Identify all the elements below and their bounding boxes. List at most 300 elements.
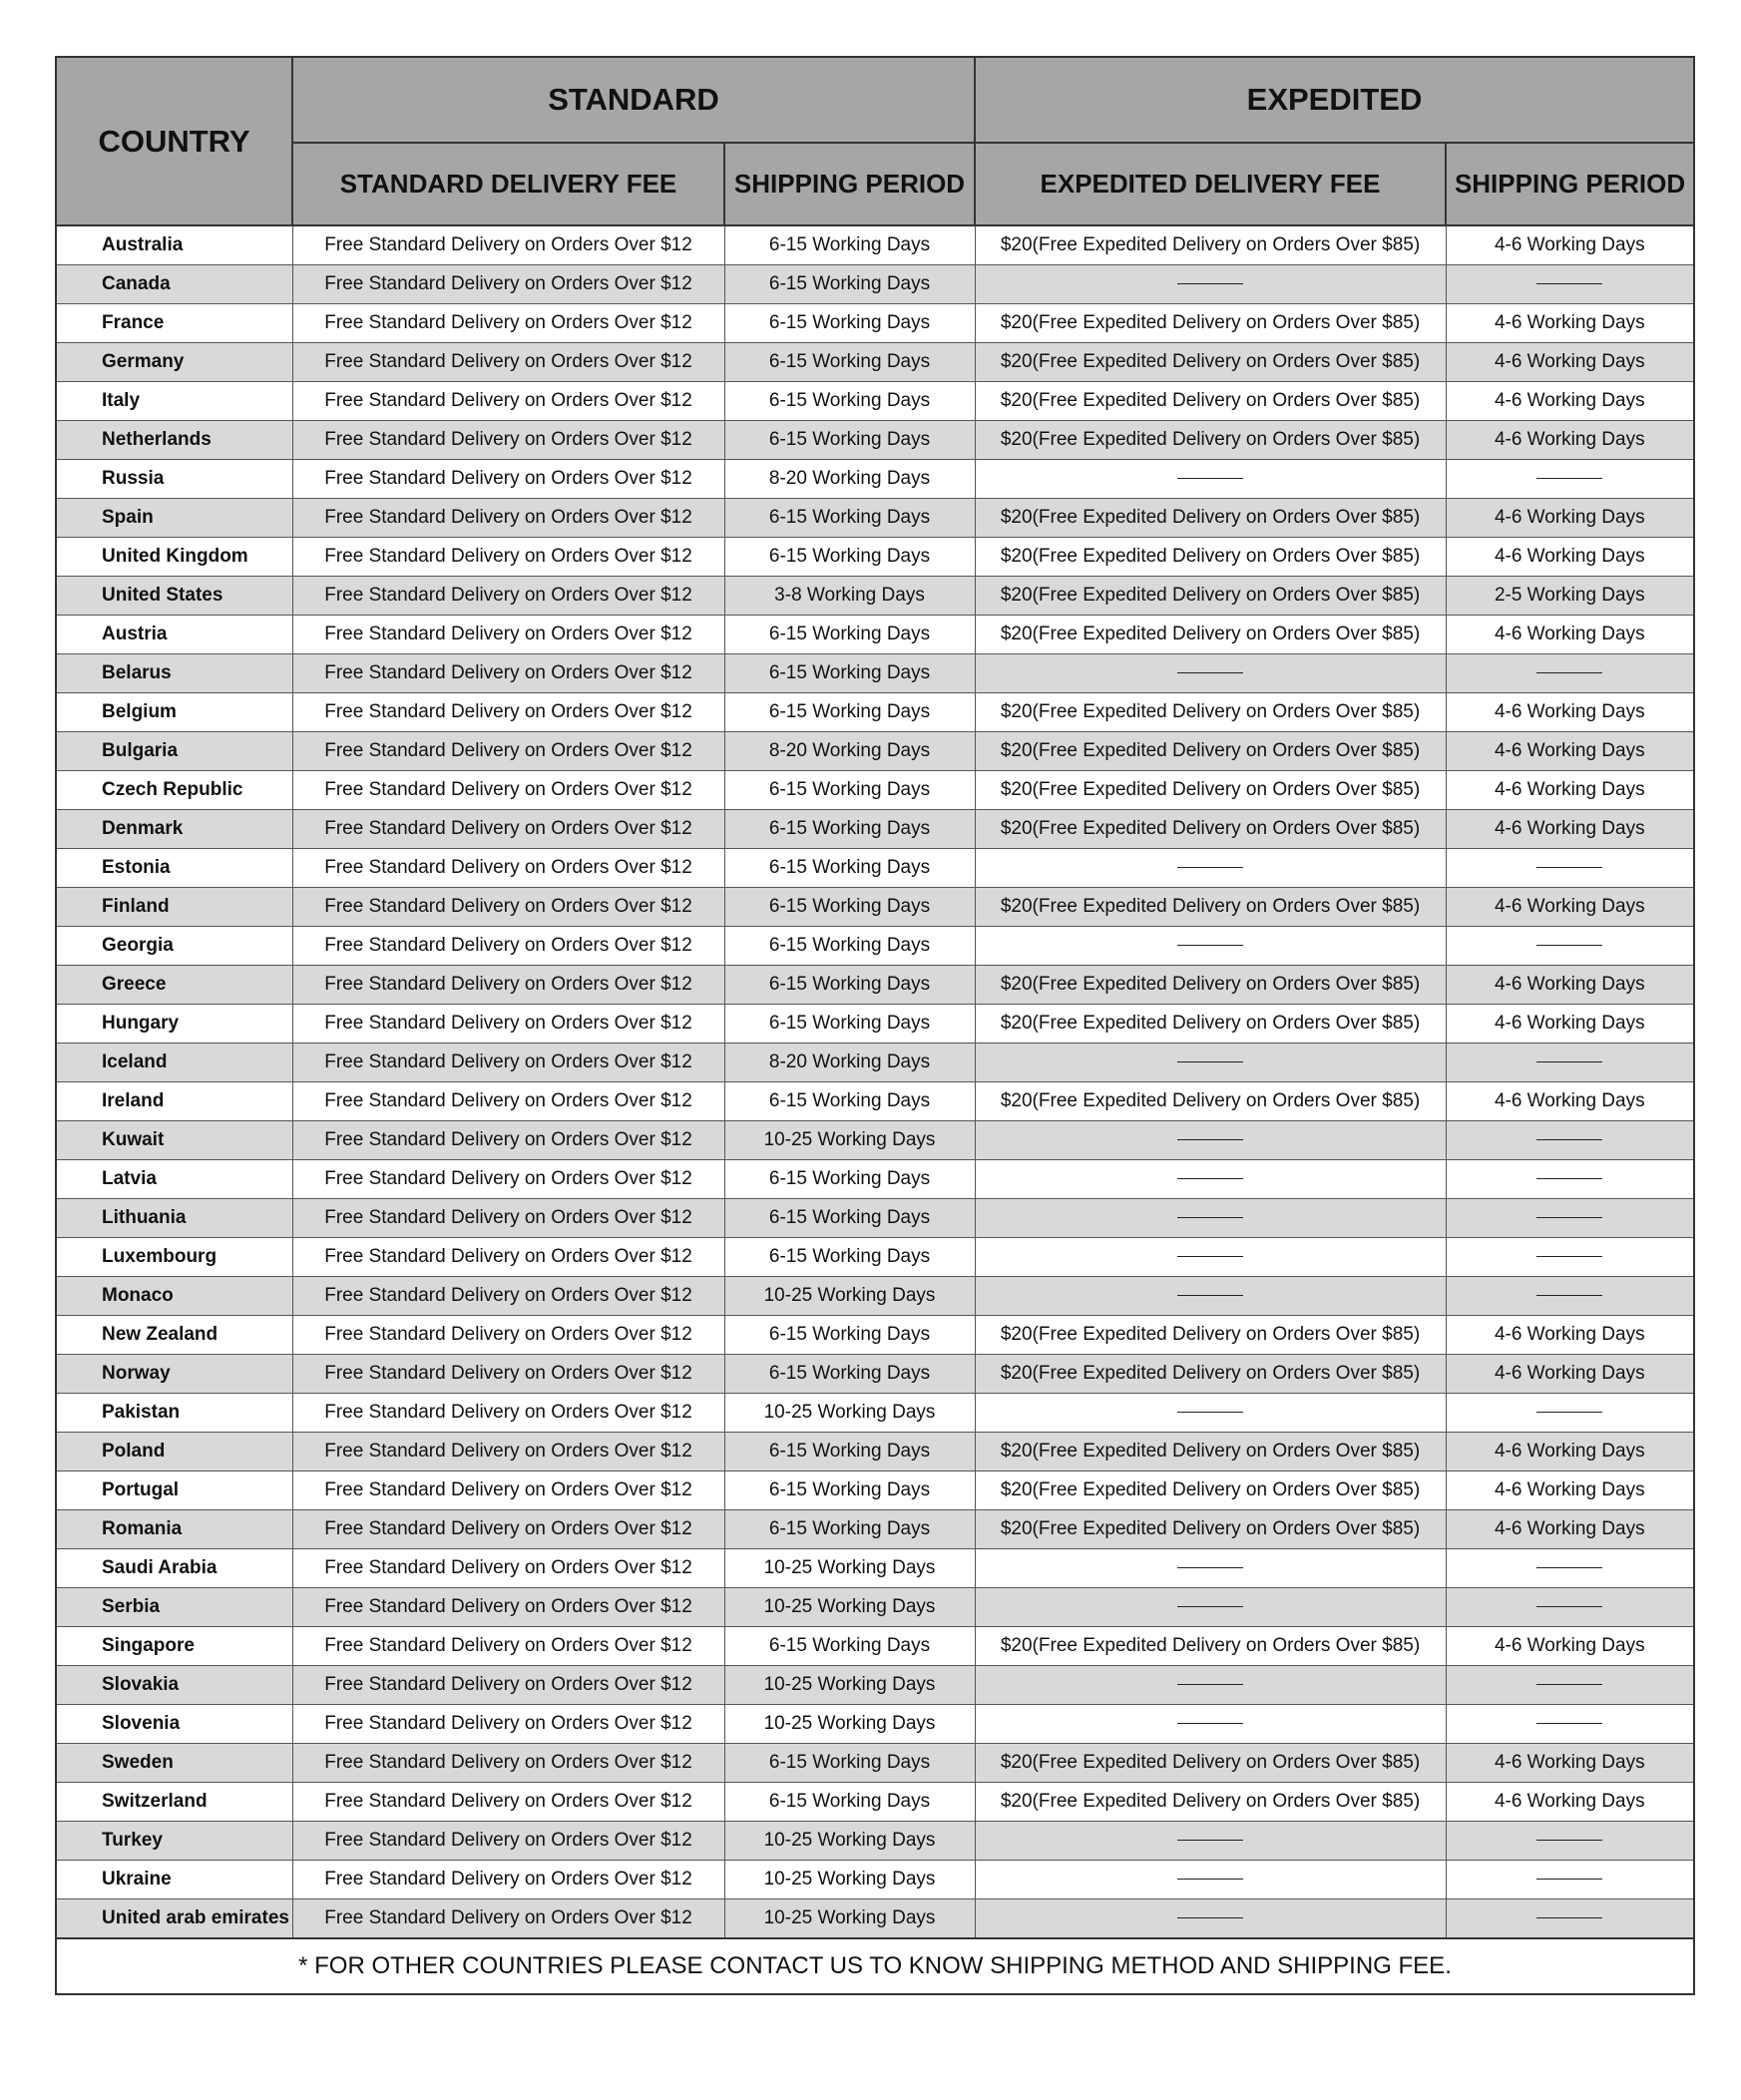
shipping-rates-table bbox=[55, 56, 1695, 1995]
standard-fee-cell: Free Standard Delivery on Orders Over $12 bbox=[292, 1355, 724, 1394]
table-row bbox=[56, 1394, 1694, 1433]
not-available-dash bbox=[1536, 1684, 1602, 1685]
expedited-period-cell: 4-6 Working Days bbox=[1446, 499, 1694, 538]
expedited-period-cell bbox=[1446, 1549, 1694, 1588]
expedited-fee-cell bbox=[975, 927, 1446, 966]
not-available-dash bbox=[1177, 1567, 1243, 1568]
not-available-dash bbox=[1536, 1412, 1602, 1413]
table-row bbox=[56, 1549, 1694, 1588]
standard-fee-cell: Free Standard Delivery on Orders Over $12 bbox=[292, 849, 724, 888]
standard-period-cell: 8-20 Working Days bbox=[724, 460, 975, 499]
expedited-period-cell bbox=[1446, 1121, 1694, 1160]
standard-period-cell: 6-15 Working Days bbox=[724, 693, 975, 732]
not-available-dash bbox=[1536, 1061, 1602, 1062]
expedited-period-cell: 4-6 Working Days bbox=[1446, 1082, 1694, 1121]
country-cell: Canada bbox=[56, 265, 292, 304]
standard-fee-cell: Free Standard Delivery on Orders Over $12 bbox=[292, 616, 724, 654]
table-row bbox=[56, 1355, 1694, 1394]
standard-period-cell: 6-15 Working Days bbox=[724, 1005, 975, 1044]
country-cell: United States bbox=[56, 577, 292, 616]
table-row bbox=[56, 966, 1694, 1005]
standard-fee-cell: Free Standard Delivery on Orders Over $12 bbox=[292, 499, 724, 538]
not-available-dash bbox=[1177, 1139, 1243, 1140]
standard-fee-cell: Free Standard Delivery on Orders Over $12 bbox=[292, 927, 724, 966]
standard-period-cell: 6-15 Working Days bbox=[724, 1471, 975, 1510]
standard-fee-cell: Free Standard Delivery on Orders Over $12 bbox=[292, 1783, 724, 1822]
not-available-dash bbox=[1177, 945, 1243, 946]
expedited-period-cell: 4-6 Working Days bbox=[1446, 966, 1694, 1005]
expedited-fee-cell bbox=[975, 1899, 1446, 1939]
table-row bbox=[56, 1471, 1694, 1510]
standard-fee-cell: Free Standard Delivery on Orders Over $12 bbox=[292, 1588, 724, 1627]
country-cell: Norway bbox=[56, 1355, 292, 1394]
not-available-dash bbox=[1177, 1061, 1243, 1062]
expedited-fee-cell: $20(Free Expedited Delivery on Orders Over $85) bbox=[975, 1005, 1446, 1044]
standard-fee-cell: Free Standard Delivery on Orders Over $12 bbox=[292, 225, 724, 265]
country-cell: Luxembourg bbox=[56, 1238, 292, 1277]
country-cell: Pakistan bbox=[56, 1394, 292, 1433]
standard-fee-cell: Free Standard Delivery on Orders Over $12 bbox=[292, 966, 724, 1005]
not-available-dash bbox=[1536, 1840, 1602, 1841]
country-cell: Turkey bbox=[56, 1822, 292, 1861]
country-cell: Czech Republic bbox=[56, 771, 292, 810]
table-row bbox=[56, 654, 1694, 693]
standard-period-cell: 6-15 Working Days bbox=[724, 499, 975, 538]
not-available-dash bbox=[1536, 1917, 1602, 1918]
not-available-dash bbox=[1536, 1606, 1602, 1607]
table-row bbox=[56, 1005, 1694, 1044]
expedited-fee-cell: $20(Free Expedited Delivery on Orders Over $85) bbox=[975, 810, 1446, 849]
not-available-dash bbox=[1177, 1178, 1243, 1179]
table-row bbox=[56, 1510, 1694, 1549]
not-available-dash bbox=[1177, 1840, 1243, 1841]
standard-period-cell: 6-15 Working Days bbox=[724, 421, 975, 460]
standard-fee-cell: Free Standard Delivery on Orders Over $12 bbox=[292, 1082, 724, 1121]
expedited-fee-cell bbox=[975, 1277, 1446, 1316]
expedited-period-cell bbox=[1446, 1705, 1694, 1744]
not-available-dash bbox=[1177, 1256, 1243, 1257]
table-row bbox=[56, 421, 1694, 460]
standard-fee-cell: Free Standard Delivery on Orders Over $12 bbox=[292, 577, 724, 616]
standard-fee-cell: Free Standard Delivery on Orders Over $12 bbox=[292, 1822, 724, 1861]
table-row bbox=[56, 499, 1694, 538]
table-row bbox=[56, 810, 1694, 849]
standard-period-column-header: SHIPPING PERIOD bbox=[724, 143, 975, 225]
expedited-fee-cell: $20(Free Expedited Delivery on Orders Over $85) bbox=[975, 1355, 1446, 1394]
standard-period-cell: 10-25 Working Days bbox=[724, 1394, 975, 1433]
expedited-fee-cell: $20(Free Expedited Delivery on Orders Over $85) bbox=[975, 382, 1446, 421]
standard-period-cell: 6-15 Working Days bbox=[724, 810, 975, 849]
table-row bbox=[56, 616, 1694, 654]
table-row bbox=[56, 1744, 1694, 1783]
expedited-period-cell bbox=[1446, 1044, 1694, 1082]
expedited-period-cell: 4-6 Working Days bbox=[1446, 343, 1694, 382]
shipping-table-container bbox=[55, 56, 1693, 1995]
country-cell: Romania bbox=[56, 1510, 292, 1549]
table-row bbox=[56, 1082, 1694, 1121]
not-available-dash bbox=[1536, 1879, 1602, 1880]
expedited-period-cell: 4-6 Working Days bbox=[1446, 1005, 1694, 1044]
standard-period-cell: 6-15 Working Days bbox=[724, 888, 975, 927]
country-cell: France bbox=[56, 304, 292, 343]
expedited-period-cell: 4-6 Working Days bbox=[1446, 382, 1694, 421]
standard-period-cell: 10-25 Working Days bbox=[724, 1861, 975, 1899]
country-cell: Ireland bbox=[56, 1082, 292, 1121]
country-cell: Poland bbox=[56, 1433, 292, 1471]
table-row bbox=[56, 1199, 1694, 1238]
expedited-fee-cell: $20(Free Expedited Delivery on Orders Over $85) bbox=[975, 732, 1446, 771]
footer-note: * FOR OTHER COUNTRIES PLEASE CONTACT US TO KNOW SHIPPING METHOD AND SHIPPING FEE. bbox=[56, 1938, 1694, 1994]
standard-period-cell: 6-15 Working Days bbox=[724, 771, 975, 810]
not-available-dash bbox=[1536, 1217, 1602, 1218]
expedited-fee-cell bbox=[975, 1199, 1446, 1238]
standard-period-cell: 6-15 Working Days bbox=[724, 1433, 975, 1471]
country-cell: Singapore bbox=[56, 1627, 292, 1666]
country-cell: Switzerland bbox=[56, 1783, 292, 1822]
expedited-period-cell: 4-6 Working Days bbox=[1446, 810, 1694, 849]
country-cell: Iceland bbox=[56, 1044, 292, 1082]
expedited-fee-cell: $20(Free Expedited Delivery on Orders Over $85) bbox=[975, 421, 1446, 460]
expedited-fee-cell bbox=[975, 1588, 1446, 1627]
table-row bbox=[56, 849, 1694, 888]
expedited-fee-cell bbox=[975, 1121, 1446, 1160]
standard-period-cell: 8-20 Working Days bbox=[724, 732, 975, 771]
not-available-dash bbox=[1177, 867, 1243, 868]
expedited-fee-cell: $20(Free Expedited Delivery on Orders Over $85) bbox=[975, 538, 1446, 577]
not-available-dash bbox=[1536, 478, 1602, 479]
standard-fee-column-header: STANDARD DELIVERY FEE bbox=[292, 143, 724, 225]
table-row bbox=[56, 888, 1694, 927]
expedited-period-cell bbox=[1446, 1822, 1694, 1861]
country-cell: Monaco bbox=[56, 1277, 292, 1316]
country-cell: Germany bbox=[56, 343, 292, 382]
not-available-dash bbox=[1536, 1256, 1602, 1257]
table-row bbox=[56, 1433, 1694, 1471]
not-available-dash bbox=[1177, 1917, 1243, 1918]
country-column-header: COUNTRY bbox=[56, 57, 292, 225]
standard-fee-cell: Free Standard Delivery on Orders Over $12 bbox=[292, 1627, 724, 1666]
country-cell: Georgia bbox=[56, 927, 292, 966]
expedited-period-cell bbox=[1446, 1277, 1694, 1316]
expedited-period-cell: 4-6 Working Days bbox=[1446, 888, 1694, 927]
standard-period-cell: 6-15 Working Days bbox=[724, 1199, 975, 1238]
expedited-period-cell: 4-6 Working Days bbox=[1446, 616, 1694, 654]
standard-fee-cell: Free Standard Delivery on Orders Over $12 bbox=[292, 1705, 724, 1744]
standard-fee-cell: Free Standard Delivery on Orders Over $12 bbox=[292, 1277, 724, 1316]
not-available-dash bbox=[1177, 1723, 1243, 1724]
standard-period-cell: 6-15 Working Days bbox=[724, 1783, 975, 1822]
standard-period-cell: 6-15 Working Days bbox=[724, 1355, 975, 1394]
standard-fee-cell: Free Standard Delivery on Orders Over $12 bbox=[292, 382, 724, 421]
country-cell: Slovakia bbox=[56, 1666, 292, 1705]
not-available-dash bbox=[1177, 478, 1243, 479]
expedited-period-cell: 4-6 Working Days bbox=[1446, 732, 1694, 771]
country-cell: Slovenia bbox=[56, 1705, 292, 1744]
standard-fee-cell: Free Standard Delivery on Orders Over $12 bbox=[292, 1316, 724, 1355]
country-cell: Serbia bbox=[56, 1588, 292, 1627]
expedited-period-cell bbox=[1446, 1238, 1694, 1277]
country-cell: Lithuania bbox=[56, 1199, 292, 1238]
expedited-period-cell bbox=[1446, 1394, 1694, 1433]
standard-period-cell: 10-25 Working Days bbox=[724, 1666, 975, 1705]
not-available-dash bbox=[1536, 1567, 1602, 1568]
standard-fee-cell: Free Standard Delivery on Orders Over $12 bbox=[292, 265, 724, 304]
not-available-dash bbox=[1536, 1139, 1602, 1140]
standard-fee-cell: Free Standard Delivery on Orders Over $12 bbox=[292, 1899, 724, 1939]
table-row bbox=[56, 460, 1694, 499]
standard-period-cell: 10-25 Working Days bbox=[724, 1705, 975, 1744]
expedited-fee-cell: $20(Free Expedited Delivery on Orders Over $85) bbox=[975, 225, 1446, 265]
table-row bbox=[56, 1705, 1694, 1744]
country-cell: Ukraine bbox=[56, 1861, 292, 1899]
expedited-period-cell: 4-6 Working Days bbox=[1446, 1744, 1694, 1783]
table-row bbox=[56, 771, 1694, 810]
table-row bbox=[56, 382, 1694, 421]
expedited-period-cell bbox=[1446, 1160, 1694, 1199]
not-available-dash bbox=[1177, 1295, 1243, 1296]
standard-period-cell: 6-15 Working Days bbox=[724, 1238, 975, 1277]
standard-fee-cell: Free Standard Delivery on Orders Over $12 bbox=[292, 1471, 724, 1510]
table-row bbox=[56, 304, 1694, 343]
standard-period-cell: 6-15 Working Days bbox=[724, 1316, 975, 1355]
table-row bbox=[56, 343, 1694, 382]
not-available-dash bbox=[1536, 1723, 1602, 1724]
expedited-fee-cell: $20(Free Expedited Delivery on Orders Over $85) bbox=[975, 499, 1446, 538]
country-cell: United Kingdom bbox=[56, 538, 292, 577]
table-row bbox=[56, 1277, 1694, 1316]
expedited-fee-cell: $20(Free Expedited Delivery on Orders Over $85) bbox=[975, 577, 1446, 616]
standard-fee-cell: Free Standard Delivery on Orders Over $12 bbox=[292, 1160, 724, 1199]
expedited-period-cell bbox=[1446, 654, 1694, 693]
expedited-fee-cell bbox=[975, 654, 1446, 693]
standard-fee-cell: Free Standard Delivery on Orders Over $12 bbox=[292, 1394, 724, 1433]
not-available-dash bbox=[1177, 1606, 1243, 1607]
country-cell: New Zealand bbox=[56, 1316, 292, 1355]
expedited-period-cell: 4-6 Working Days bbox=[1446, 1627, 1694, 1666]
expedited-fee-cell: $20(Free Expedited Delivery on Orders Over $85) bbox=[975, 771, 1446, 810]
standard-period-cell: 6-15 Working Days bbox=[724, 225, 975, 265]
standard-fee-cell: Free Standard Delivery on Orders Over $12 bbox=[292, 343, 724, 382]
expedited-period-cell bbox=[1446, 927, 1694, 966]
not-available-dash bbox=[1536, 1178, 1602, 1179]
expedited-fee-cell: $20(Free Expedited Delivery on Orders Over $85) bbox=[975, 1510, 1446, 1549]
expedited-period-cell bbox=[1446, 1666, 1694, 1705]
standard-fee-cell: Free Standard Delivery on Orders Over $12 bbox=[292, 1121, 724, 1160]
expedited-fee-cell: $20(Free Expedited Delivery on Orders Over $85) bbox=[975, 1744, 1446, 1783]
country-cell: Sweden bbox=[56, 1744, 292, 1783]
standard-period-cell: 6-15 Working Days bbox=[724, 966, 975, 1005]
standard-fee-cell: Free Standard Delivery on Orders Over $12 bbox=[292, 654, 724, 693]
not-available-dash bbox=[1177, 672, 1243, 673]
country-cell: Russia bbox=[56, 460, 292, 499]
standard-period-cell: 6-15 Working Days bbox=[724, 927, 975, 966]
standard-period-cell: 6-15 Working Days bbox=[724, 304, 975, 343]
table-row bbox=[56, 732, 1694, 771]
expedited-fee-column-header: EXPEDITED DELIVERY FEE bbox=[975, 143, 1446, 225]
country-cell: Hungary bbox=[56, 1005, 292, 1044]
expedited-fee-cell: $20(Free Expedited Delivery on Orders Over $85) bbox=[975, 693, 1446, 732]
country-cell: Portugal bbox=[56, 1471, 292, 1510]
standard-period-cell: 6-15 Working Days bbox=[724, 382, 975, 421]
standard-fee-cell: Free Standard Delivery on Orders Over $12 bbox=[292, 1238, 724, 1277]
standard-fee-cell: Free Standard Delivery on Orders Over $12 bbox=[292, 304, 724, 343]
expedited-period-cell: 4-6 Working Days bbox=[1446, 225, 1694, 265]
table-row bbox=[56, 1822, 1694, 1861]
country-cell: Italy bbox=[56, 382, 292, 421]
not-available-dash bbox=[1177, 1879, 1243, 1880]
expedited-period-cell bbox=[1446, 1861, 1694, 1899]
standard-period-cell: 10-25 Working Days bbox=[724, 1121, 975, 1160]
expedited-fee-cell bbox=[975, 1861, 1446, 1899]
expedited-period-cell bbox=[1446, 460, 1694, 499]
expedited-period-cell: 4-6 Working Days bbox=[1446, 1471, 1694, 1510]
standard-fee-cell: Free Standard Delivery on Orders Over $12 bbox=[292, 693, 724, 732]
standard-fee-cell: Free Standard Delivery on Orders Over $12 bbox=[292, 1044, 724, 1082]
not-available-dash bbox=[1177, 1412, 1243, 1413]
expedited-fee-cell: $20(Free Expedited Delivery on Orders Over $85) bbox=[975, 343, 1446, 382]
table-body bbox=[56, 225, 1694, 1938]
country-cell: Belgium bbox=[56, 693, 292, 732]
standard-period-cell: 6-15 Working Days bbox=[724, 1510, 975, 1549]
table-row bbox=[56, 1588, 1694, 1627]
standard-fee-cell: Free Standard Delivery on Orders Over $12 bbox=[292, 888, 724, 927]
expedited-period-cell: 4-6 Working Days bbox=[1446, 538, 1694, 577]
table-row bbox=[56, 577, 1694, 616]
standard-fee-cell: Free Standard Delivery on Orders Over $12 bbox=[292, 421, 724, 460]
standard-fee-cell: Free Standard Delivery on Orders Over $12 bbox=[292, 538, 724, 577]
standard-fee-cell: Free Standard Delivery on Orders Over $12 bbox=[292, 1510, 724, 1549]
expedited-fee-cell: $20(Free Expedited Delivery on Orders Over $85) bbox=[975, 1471, 1446, 1510]
country-cell: Austria bbox=[56, 616, 292, 654]
expedited-fee-cell bbox=[975, 1394, 1446, 1433]
standard-period-cell: 6-15 Working Days bbox=[724, 343, 975, 382]
standard-period-cell: 3-8 Working Days bbox=[724, 577, 975, 616]
expedited-period-column-header: SHIPPING PERIOD bbox=[1446, 143, 1694, 225]
country-cell: Australia bbox=[56, 225, 292, 265]
expedited-period-cell bbox=[1446, 265, 1694, 304]
expedited-period-cell: 4-6 Working Days bbox=[1446, 771, 1694, 810]
standard-period-cell: 8-20 Working Days bbox=[724, 1044, 975, 1082]
table-row bbox=[56, 1238, 1694, 1277]
standard-fee-cell: Free Standard Delivery on Orders Over $12 bbox=[292, 460, 724, 499]
expedited-fee-cell: $20(Free Expedited Delivery on Orders Over $85) bbox=[975, 966, 1446, 1005]
expedited-fee-cell bbox=[975, 1705, 1446, 1744]
not-available-dash bbox=[1177, 1684, 1243, 1685]
table-row bbox=[56, 538, 1694, 577]
table-row bbox=[56, 693, 1694, 732]
not-available-dash bbox=[1536, 283, 1602, 284]
expedited-fee-cell bbox=[975, 1238, 1446, 1277]
expedited-period-cell: 2-5 Working Days bbox=[1446, 577, 1694, 616]
table-row bbox=[56, 1316, 1694, 1355]
expedited-fee-cell: $20(Free Expedited Delivery on Orders Over $85) bbox=[975, 1783, 1446, 1822]
standard-period-cell: 6-15 Working Days bbox=[724, 654, 975, 693]
expedited-period-cell bbox=[1446, 1199, 1694, 1238]
standard-period-cell: 10-25 Working Days bbox=[724, 1588, 975, 1627]
country-cell: Estonia bbox=[56, 849, 292, 888]
standard-group-header: STANDARD bbox=[292, 57, 975, 143]
not-available-dash bbox=[1177, 283, 1243, 284]
not-available-dash bbox=[1536, 672, 1602, 673]
not-available-dash bbox=[1536, 1295, 1602, 1296]
table-row bbox=[56, 1044, 1694, 1082]
standard-fee-cell: Free Standard Delivery on Orders Over $12 bbox=[292, 810, 724, 849]
expedited-group-header: EXPEDITED bbox=[975, 57, 1694, 143]
country-cell: Denmark bbox=[56, 810, 292, 849]
standard-fee-cell: Free Standard Delivery on Orders Over $12 bbox=[292, 771, 724, 810]
expedited-fee-cell: $20(Free Expedited Delivery on Orders Over $85) bbox=[975, 1082, 1446, 1121]
standard-fee-cell: Free Standard Delivery on Orders Over $12 bbox=[292, 1861, 724, 1899]
standard-period-cell: 6-15 Working Days bbox=[724, 1082, 975, 1121]
country-cell: Bulgaria bbox=[56, 732, 292, 771]
not-available-dash bbox=[1536, 867, 1602, 868]
not-available-dash bbox=[1177, 1217, 1243, 1218]
expedited-fee-cell bbox=[975, 1549, 1446, 1588]
standard-period-cell: 6-15 Working Days bbox=[724, 616, 975, 654]
standard-period-cell: 10-25 Working Days bbox=[724, 1277, 975, 1316]
expedited-fee-cell: $20(Free Expedited Delivery on Orders Over $85) bbox=[975, 616, 1446, 654]
standard-period-cell: 6-15 Working Days bbox=[724, 538, 975, 577]
expedited-fee-cell bbox=[975, 1822, 1446, 1861]
table-row bbox=[56, 225, 1694, 265]
expedited-period-cell: 4-6 Working Days bbox=[1446, 693, 1694, 732]
table-header bbox=[56, 57, 1694, 225]
standard-period-cell: 6-15 Working Days bbox=[724, 1744, 975, 1783]
country-cell: United arab emirates bbox=[56, 1899, 292, 1939]
standard-fee-cell: Free Standard Delivery on Orders Over $12 bbox=[292, 1433, 724, 1471]
expedited-fee-cell: $20(Free Expedited Delivery on Orders Over $85) bbox=[975, 1627, 1446, 1666]
not-available-dash bbox=[1536, 945, 1602, 946]
country-cell: Kuwait bbox=[56, 1121, 292, 1160]
expedited-fee-cell bbox=[975, 1044, 1446, 1082]
table-row bbox=[56, 1121, 1694, 1160]
expedited-fee-cell bbox=[975, 460, 1446, 499]
standard-period-cell: 6-15 Working Days bbox=[724, 1627, 975, 1666]
standard-period-cell: 6-15 Working Days bbox=[724, 265, 975, 304]
country-cell: Netherlands bbox=[56, 421, 292, 460]
expedited-fee-cell bbox=[975, 1666, 1446, 1705]
table-row bbox=[56, 1666, 1694, 1705]
expedited-period-cell: 4-6 Working Days bbox=[1446, 1433, 1694, 1471]
expedited-period-cell: 4-6 Working Days bbox=[1446, 421, 1694, 460]
standard-fee-cell: Free Standard Delivery on Orders Over $12 bbox=[292, 1744, 724, 1783]
standard-period-cell: 6-15 Working Days bbox=[724, 1160, 975, 1199]
country-cell: Saudi Arabia bbox=[56, 1549, 292, 1588]
standard-fee-cell: Free Standard Delivery on Orders Over $12 bbox=[292, 1005, 724, 1044]
standard-period-cell: 10-25 Working Days bbox=[724, 1822, 975, 1861]
standard-fee-cell: Free Standard Delivery on Orders Over $12 bbox=[292, 1549, 724, 1588]
expedited-period-cell: 4-6 Working Days bbox=[1446, 1783, 1694, 1822]
table-row bbox=[56, 1861, 1694, 1899]
expedited-period-cell bbox=[1446, 849, 1694, 888]
table-row bbox=[56, 927, 1694, 966]
expedited-fee-cell: $20(Free Expedited Delivery on Orders Over $85) bbox=[975, 1316, 1446, 1355]
country-cell: Spain bbox=[56, 499, 292, 538]
expedited-fee-cell: $20(Free Expedited Delivery on Orders Over $85) bbox=[975, 888, 1446, 927]
expedited-fee-cell: $20(Free Expedited Delivery on Orders Over $85) bbox=[975, 304, 1446, 343]
expedited-fee-cell bbox=[975, 849, 1446, 888]
country-cell: Greece bbox=[56, 966, 292, 1005]
expedited-fee-cell bbox=[975, 265, 1446, 304]
country-cell: Finland bbox=[56, 888, 292, 927]
table-row bbox=[56, 1899, 1694, 1939]
expedited-period-cell: 4-6 Working Days bbox=[1446, 1316, 1694, 1355]
expedited-period-cell bbox=[1446, 1588, 1694, 1627]
standard-period-cell: 6-15 Working Days bbox=[724, 849, 975, 888]
expedited-period-cell bbox=[1446, 1899, 1694, 1939]
standard-period-cell: 10-25 Working Days bbox=[724, 1549, 975, 1588]
country-cell: Belarus bbox=[56, 654, 292, 693]
